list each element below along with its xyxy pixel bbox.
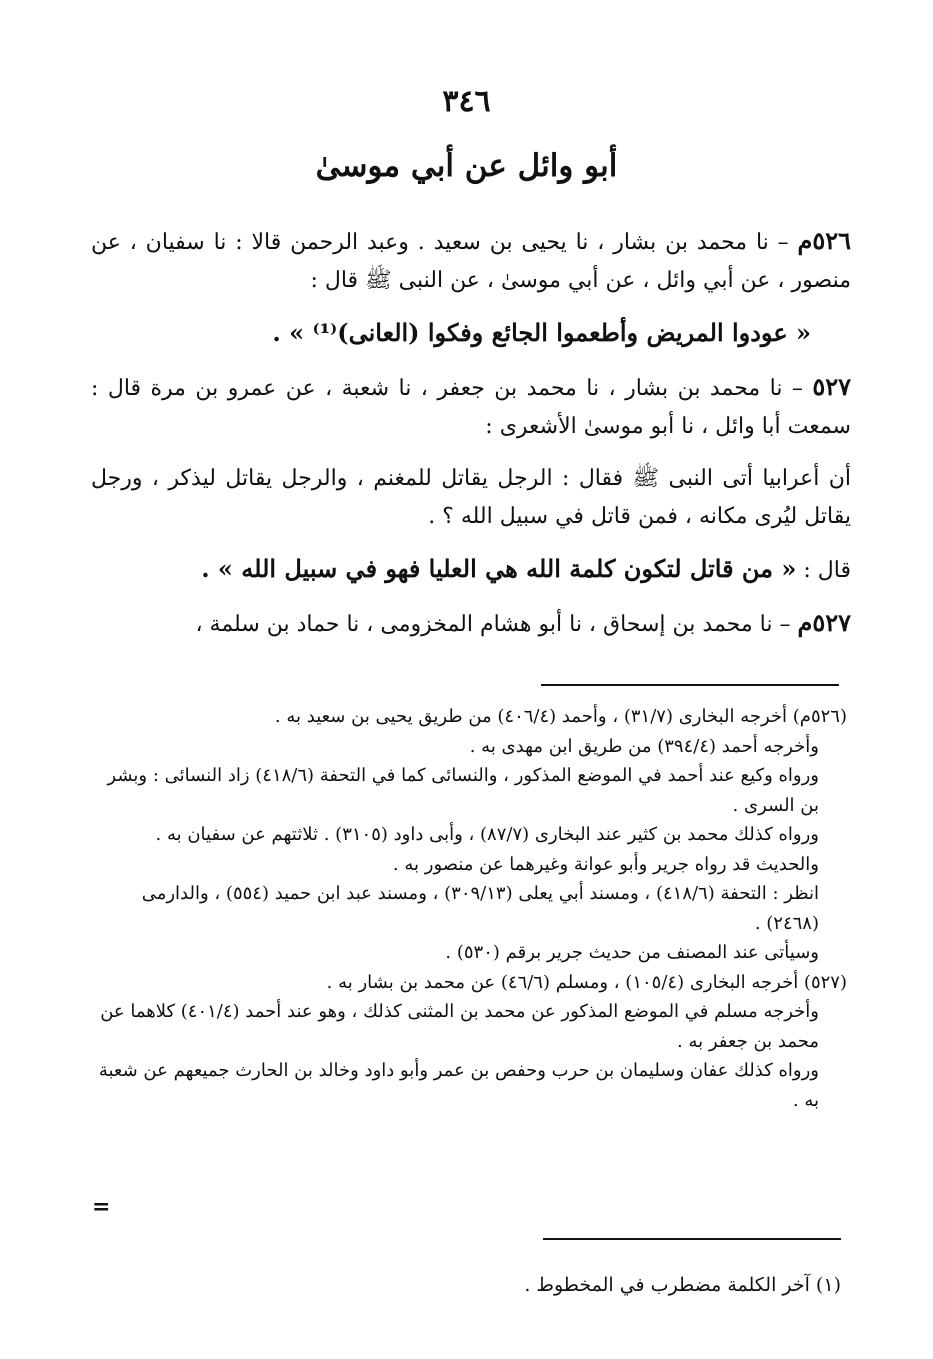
takhrij-notes — [89, 702, 847, 1115]
note-line: انظر : التحفة (٤١٨/٦) ، ومسند أبي يعلى (٣٠٩/١٣) ، ومسند عبد ابن حميد (٥٥٤) ، والدارمى (٢٤٦٨) . — [141, 883, 819, 934]
hadith-answer-text: « من قاتل لتكون كلمة الله هي العليا فهو في سبيل الله » . — [201, 554, 797, 583]
hadith-text — [91, 460, 851, 536]
note-line: (٥٢٧) أخرجه البخارى (١٠٥/٤) ، ومسلم (٤٦/٦) عن محمد بن بشار به . — [326, 971, 847, 993]
note-line: ورواه كذلك محمد بن كثير عند البخارى (٨٧/٧) ، وأبى داود (٣١٠٥) . ثلاثتهم عن سفيان به . — [155, 824, 819, 845]
note-line: وأخرجه أحمد (٣٩٤/٤) من طريق ابن مهدى به . — [469, 735, 819, 757]
footnote-divider — [543, 1238, 841, 1240]
hadith-number: ٥٢٧ — [812, 372, 851, 401]
continuation-mark: = — [92, 1194, 111, 1220]
note-line: ورواه كذلك عفان وسليمان بن حرب وحفص بن عمر وأبو داود وخالد بن الحارث جميعهم عن شعبة به . — [98, 1060, 819, 1111]
hadith-matn-text: « عودوا المريض وأطعموا الجائع وفكوا (العانى)⁽¹⁾ » . — [272, 318, 811, 347]
main-text — [91, 222, 851, 658]
footnote: (١) آخر الكلمة مضطرب في المخطوط . — [524, 1274, 841, 1296]
hadith-text-body: أن أعرابيا أتى النبى ﷺ فقال : الرجل يقاتل للمغنم ، والرجل يقاتل ليذكر ، ورجل يقاتل ليُرى مكانه ، فمن قاتل في سبيل الله ؟ . — [91, 466, 851, 529]
hadith-527 — [91, 368, 851, 446]
hadith-answer-lead: قال : — [796, 558, 851, 583]
hadith-isnad: – نا محمد بن إسحاق ، نا أبو هشام المخزومى ، نا حماد بن سلمة ، — [195, 612, 798, 637]
note-line: ورواه وكيع عند أحمد في الموضع المذكور ، والنسائى كما في التحفة (٤١٨/٦) زاد النسائى : وبشر بن السرى . — [107, 765, 819, 816]
hadith-526m — [91, 222, 851, 300]
note-line: (٥٢٦م) أخرجه البخارى (٣١/٧) ، وأحمد (٤٠٦/٤) من طريق يحيى بن سعيد به . — [274, 706, 847, 727]
notes-divider — [541, 684, 839, 686]
note-line: والحديث قد رواه جرير وأبو عوانة وغيرهما عن منصور به . — [392, 853, 819, 875]
chapter-title: أبو وائل عن أبي موسىٰ — [315, 148, 618, 184]
note-line: وسيأتى عند المصنف من حديث جرير برقم (٥٣٠) . — [445, 942, 819, 963]
hadith-isnad: – نا محمد بن بشار ، نا محمد بن جعفر ، نا شعبة ، عن عمرو بن مرة قال : سمعت أبا وائل ، نا أبو موسىٰ الأشعرى : — [91, 376, 851, 439]
hadith-number: ٥٢٧م — [797, 608, 851, 637]
hadith-527m — [91, 604, 851, 644]
hadith-answer — [91, 550, 851, 590]
page-number: ٣٤٦ — [442, 84, 491, 119]
note-line: وأخرجه مسلم في الموضع المذكور عن محمد بن المثنى كذلك ، وهو عند أحمد (٤٠١/٤) كلاهما عن محمد بن جعفر به . — [100, 1001, 819, 1052]
hadith-number: ٥٢٦م — [797, 226, 851, 255]
hadith-isnad: – نا محمد بن بشار ، نا يحيى بن سعيد . وعبد الرحمن قالا : نا سفيان ، عن منصور ، عن أبي وائل ، عن أبي موسىٰ ، عن النبى ﷺ قال : — [91, 230, 851, 293]
hadith-matn — [91, 314, 851, 354]
